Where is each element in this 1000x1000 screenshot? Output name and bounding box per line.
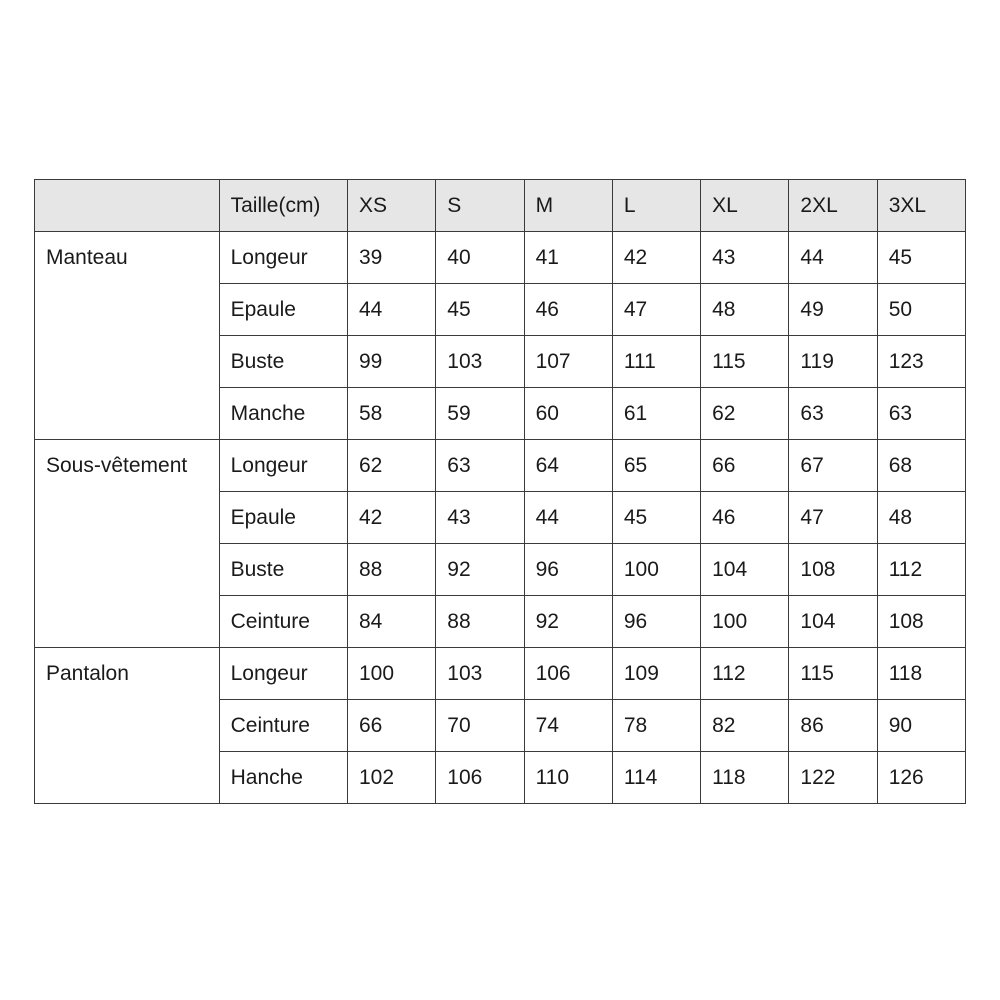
measurement-value-cell: 44 — [348, 284, 436, 336]
measurement-value-cell: 103 — [436, 336, 524, 388]
header-size-2xl: 2XL — [789, 180, 877, 232]
measurement-value-cell: 100 — [701, 596, 789, 648]
measurement-value-cell: 111 — [612, 336, 700, 388]
measurement-value-cell: 90 — [877, 700, 965, 752]
measurement-label: Longeur — [219, 232, 347, 284]
measurement-value-cell: 63 — [789, 388, 877, 440]
measurement-value-cell: 86 — [789, 700, 877, 752]
measurement-value-cell: 66 — [701, 440, 789, 492]
measurement-value-cell: 74 — [524, 700, 612, 752]
measurement-value-cell: 45 — [436, 284, 524, 336]
header-size-xs: XS — [348, 180, 436, 232]
measurement-value-cell: 106 — [436, 752, 524, 804]
measurement-value-cell: 42 — [612, 232, 700, 284]
measurement-value-cell: 96 — [524, 544, 612, 596]
measurement-label: Longeur — [219, 648, 347, 700]
measurement-value-cell: 112 — [877, 544, 965, 596]
measurement-value-cell: 114 — [612, 752, 700, 804]
measurement-value-cell: 102 — [348, 752, 436, 804]
measurement-label: Manche — [219, 388, 347, 440]
measurement-label: Longeur — [219, 440, 347, 492]
measurement-value-cell: 67 — [789, 440, 877, 492]
header-size-s: S — [436, 180, 524, 232]
measurement-value-cell: 68 — [877, 440, 965, 492]
header-size-m: M — [524, 180, 612, 232]
measurement-value-cell: 96 — [612, 596, 700, 648]
measurement-value-cell: 108 — [877, 596, 965, 648]
measurement-value-cell: 78 — [612, 700, 700, 752]
measurement-value-cell: 66 — [348, 700, 436, 752]
measurement-value-cell: 43 — [701, 232, 789, 284]
measurement-label: Epaule — [219, 492, 347, 544]
measurement-value-cell: 45 — [612, 492, 700, 544]
measurement-value-cell: 104 — [701, 544, 789, 596]
measurement-value-cell: 104 — [789, 596, 877, 648]
measurement-value-cell: 65 — [612, 440, 700, 492]
measurement-label: Epaule — [219, 284, 347, 336]
measurement-value-cell: 88 — [348, 544, 436, 596]
measurement-value-cell: 70 — [436, 700, 524, 752]
measurement-value-cell: 47 — [789, 492, 877, 544]
measurement-value-cell: 42 — [348, 492, 436, 544]
size-chart-table — [34, 179, 966, 804]
measurement-value-cell: 115 — [789, 648, 877, 700]
measurement-value-cell: 58 — [348, 388, 436, 440]
measurement-value-cell: 44 — [789, 232, 877, 284]
measurement-label: Ceinture — [219, 596, 347, 648]
table-row — [35, 232, 966, 284]
garment-group-label: Sous-vêtement — [35, 440, 220, 648]
measurement-label: Hanche — [219, 752, 347, 804]
table-header — [35, 180, 966, 232]
measurement-value-cell: 61 — [612, 388, 700, 440]
header-row — [35, 180, 966, 232]
measurement-value-cell: 115 — [701, 336, 789, 388]
measurement-value-cell: 103 — [436, 648, 524, 700]
measurement-value-cell: 109 — [612, 648, 700, 700]
garment-group-label: Manteau — [35, 232, 220, 440]
measurement-value-cell: 64 — [524, 440, 612, 492]
measurement-value-cell: 107 — [524, 336, 612, 388]
measurement-value-cell: 46 — [701, 492, 789, 544]
table-row — [35, 648, 966, 700]
header-unit-label: Taille(cm) — [219, 180, 347, 232]
measurement-value-cell: 62 — [348, 440, 436, 492]
measurement-value-cell: 123 — [877, 336, 965, 388]
measurement-value-cell: 48 — [877, 492, 965, 544]
header-size-3xl: 3XL — [877, 180, 965, 232]
measurement-value-cell: 82 — [701, 700, 789, 752]
measurement-value-cell: 92 — [436, 544, 524, 596]
measurement-value-cell: 49 — [789, 284, 877, 336]
garment-group-label: Pantalon — [35, 648, 220, 804]
measurement-value-cell: 100 — [612, 544, 700, 596]
header-size-l: L — [612, 180, 700, 232]
measurement-value-cell: 106 — [524, 648, 612, 700]
measurement-value-cell: 50 — [877, 284, 965, 336]
measurement-value-cell: 88 — [436, 596, 524, 648]
measurement-value-cell: 48 — [701, 284, 789, 336]
measurement-value-cell: 126 — [877, 752, 965, 804]
measurement-value-cell: 47 — [612, 284, 700, 336]
measurement-value-cell: 108 — [789, 544, 877, 596]
measurement-value-cell: 39 — [348, 232, 436, 284]
measurement-value-cell: 112 — [701, 648, 789, 700]
measurement-value-cell: 62 — [701, 388, 789, 440]
header-corner-cell — [35, 180, 220, 232]
measurement-label: Buste — [219, 544, 347, 596]
measurement-value-cell: 45 — [877, 232, 965, 284]
table-row — [35, 440, 966, 492]
measurement-value-cell: 40 — [436, 232, 524, 284]
measurement-value-cell: 63 — [436, 440, 524, 492]
measurement-value-cell: 60 — [524, 388, 612, 440]
measurement-label: Buste — [219, 336, 347, 388]
measurement-value-cell: 41 — [524, 232, 612, 284]
measurement-value-cell: 84 — [348, 596, 436, 648]
measurement-value-cell: 110 — [524, 752, 612, 804]
header-size-xl: XL — [701, 180, 789, 232]
measurement-label: Ceinture — [219, 700, 347, 752]
measurement-value-cell: 92 — [524, 596, 612, 648]
measurement-value-cell: 100 — [348, 648, 436, 700]
table-body — [35, 232, 966, 804]
measurement-value-cell: 43 — [436, 492, 524, 544]
measurement-value-cell: 122 — [789, 752, 877, 804]
measurement-value-cell: 59 — [436, 388, 524, 440]
measurement-value-cell: 118 — [701, 752, 789, 804]
measurement-value-cell: 118 — [877, 648, 965, 700]
measurement-value-cell: 46 — [524, 284, 612, 336]
measurement-value-cell: 119 — [789, 336, 877, 388]
measurement-value-cell: 99 — [348, 336, 436, 388]
measurement-value-cell: 44 — [524, 492, 612, 544]
measurement-value-cell: 63 — [877, 388, 965, 440]
